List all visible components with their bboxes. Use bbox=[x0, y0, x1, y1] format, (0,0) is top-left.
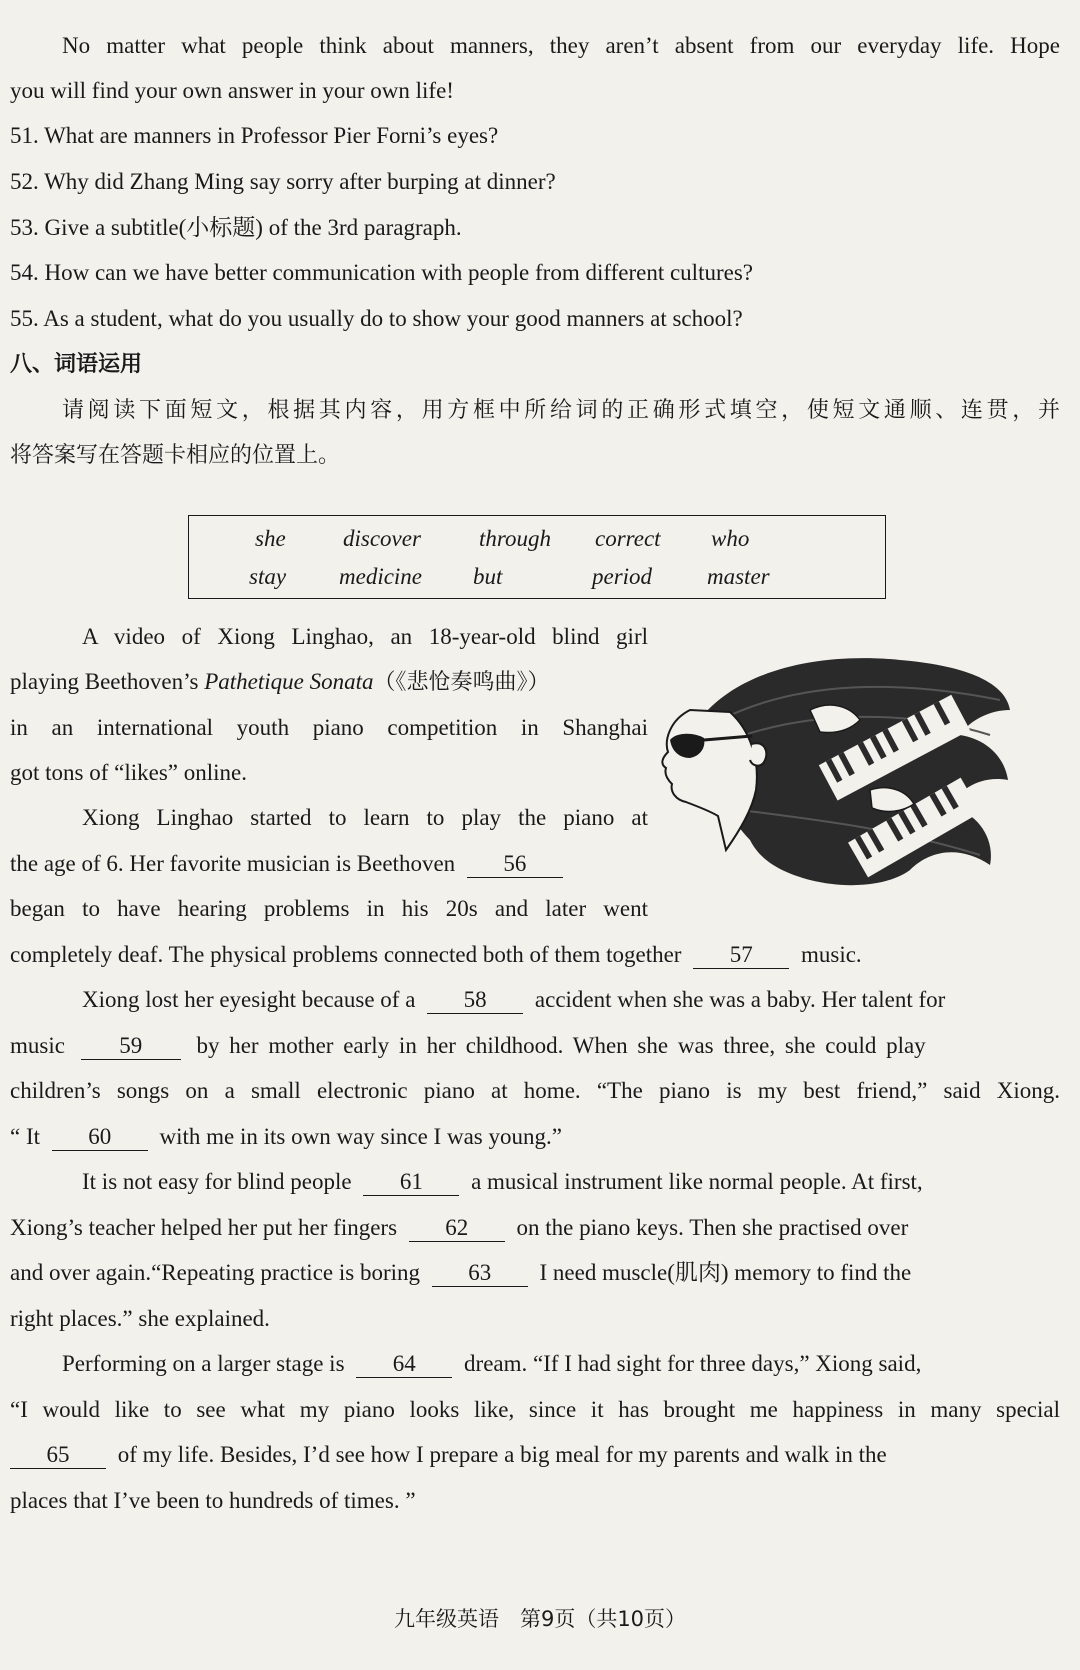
passage-line: got tons of “likes” online. bbox=[10, 760, 247, 785]
passage-text: Xiong’s teacher helped her put her fingers bbox=[10, 1215, 398, 1240]
passage-line bbox=[82, 984, 1080, 1016]
passage-text: accident when she was a baby. Her talent for bbox=[534, 987, 946, 1012]
word-box-item: medicine bbox=[339, 564, 423, 589]
word-box-item: master bbox=[707, 564, 770, 589]
passage-text: on the piano keys. Then she practised over bbox=[516, 1215, 909, 1240]
question-54: 54. How can we have better communication with people from different cultures? bbox=[10, 260, 753, 285]
answer-blank-59[interactable]: 59 bbox=[81, 1033, 181, 1060]
passage-text: dream. “If I had sight for three days,” Xiong said, bbox=[464, 1351, 922, 1376]
passage-line: places that I’ve been to hundreds of times. ” bbox=[10, 1488, 416, 1513]
passage-line: in an international youth piano competition in Shanghai bbox=[10, 715, 648, 740]
section-heading: 八、词语运用 bbox=[10, 352, 143, 377]
passage-line bbox=[10, 666, 650, 699]
passage-line bbox=[10, 1121, 1060, 1153]
passage-text: by her mother early in her childhood. When she was three, she could play bbox=[196, 1033, 926, 1058]
word-box-item: she bbox=[255, 526, 286, 551]
word-box-item: discover bbox=[343, 526, 421, 551]
passage-line bbox=[82, 1166, 1080, 1198]
passage-text: （《悲怆奏鸣曲》） bbox=[373, 670, 550, 695]
passage-line bbox=[10, 1439, 1060, 1471]
passage-text: Xiong lost her eyesight because of a bbox=[82, 987, 416, 1012]
passage-line bbox=[10, 939, 1060, 971]
question-52: 52. Why did Zhang Ming say sorry after burping at dinner? bbox=[10, 169, 556, 194]
answer-blank-56[interactable]: 56 bbox=[467, 851, 563, 878]
answer-blank-64[interactable]: 64 bbox=[356, 1351, 452, 1378]
word-box-item: through bbox=[479, 526, 551, 551]
answer-blank-60[interactable]: 60 bbox=[52, 1124, 148, 1151]
passage-text: completely deaf. The physical problems connected both of them together bbox=[10, 942, 682, 967]
passage-line bbox=[10, 1212, 1060, 1244]
passage-line: right places.” she explained. bbox=[10, 1306, 270, 1331]
passage-line: began to have hearing problems in his 20s and later went bbox=[10, 896, 648, 921]
passage-text: of my life. Besides, I’d see how I prepare a big meal for my parents and walk in the bbox=[117, 1442, 887, 1467]
answer-blank-61[interactable]: 61 bbox=[363, 1169, 459, 1196]
word-box-item: period bbox=[592, 564, 653, 589]
passage-line: children’s songs on a small electronic piano at home. “The piano is my best friend,” said Xiong. bbox=[10, 1078, 1060, 1103]
word-box-item: who bbox=[711, 526, 750, 551]
word-box-item: stay bbox=[249, 564, 287, 589]
passage-line: “I would like to see what my piano looks like, since it has brought me happiness in many special bbox=[10, 1397, 1060, 1422]
passage-text: I need muscle(肌肉) memory to find the bbox=[539, 1260, 912, 1285]
passage-text: with me in its own way since I was young.” bbox=[159, 1124, 562, 1149]
intro-line-1: No matter what people think about manners, they aren’t absent from our everyday life. Hope bbox=[62, 33, 1060, 58]
word-box-item: correct bbox=[595, 526, 661, 551]
passage-text: a musical instrument like normal people. At first, bbox=[471, 1169, 923, 1194]
passage-line: Xiong Linghao started to learn to play the piano at bbox=[82, 805, 648, 830]
passage-line bbox=[62, 1348, 1080, 1380]
instructions-line-2: 将答案写在答题卡相应的位置上。 bbox=[10, 443, 341, 468]
passage-line bbox=[10, 1257, 1060, 1289]
answer-blank-62[interactable]: 62 bbox=[409, 1215, 505, 1242]
passage-text: music. bbox=[800, 942, 862, 967]
intro-line-2: you will find your own answer in your own life! bbox=[10, 78, 454, 103]
passage-text: and over again.“Repeating practice is boring bbox=[10, 1260, 421, 1285]
passage-text: the age of 6. Her favorite musician is Beethoven bbox=[10, 851, 456, 876]
question-53: 53. Give a subtitle(小标题) of the 3rd paragraph. bbox=[10, 215, 462, 240]
answer-blank-58[interactable]: 58 bbox=[427, 987, 523, 1014]
word-box bbox=[188, 515, 886, 599]
passage-text: playing Beethoven’s bbox=[10, 669, 205, 694]
page-footer: 九年级英语 第9页（共10页） bbox=[393, 1607, 687, 1631]
music-title: Pathetique Sonata bbox=[204, 669, 374, 694]
instructions-line-1: 请阅读下面短文，根据其内容，用方框中所给词的正确形式填空，使短文通顺、连贯，并 bbox=[62, 398, 1060, 423]
word-box-item: but bbox=[473, 564, 503, 589]
passage-line: A video of Xiong Linghao, an 18-year-old blind girl bbox=[82, 624, 648, 649]
question-55: 55. As a student, what do you usually do to show your good manners at school? bbox=[10, 306, 743, 331]
passage-text: “ It bbox=[10, 1124, 41, 1149]
passage-text: Performing on a larger stage is bbox=[62, 1351, 345, 1376]
passage-text: music bbox=[10, 1033, 65, 1058]
blind-pianist-illustration bbox=[660, 640, 1012, 892]
passage-line bbox=[10, 1030, 1060, 1062]
question-51: 51. What are manners in Professor Pier Forni’s eyes? bbox=[10, 123, 499, 148]
answer-blank-63[interactable]: 63 bbox=[432, 1260, 528, 1287]
passage-text: It is not easy for blind people bbox=[82, 1169, 352, 1194]
answer-blank-57[interactable]: 57 bbox=[693, 942, 789, 969]
answer-blank-65[interactable]: 65 bbox=[10, 1442, 106, 1469]
